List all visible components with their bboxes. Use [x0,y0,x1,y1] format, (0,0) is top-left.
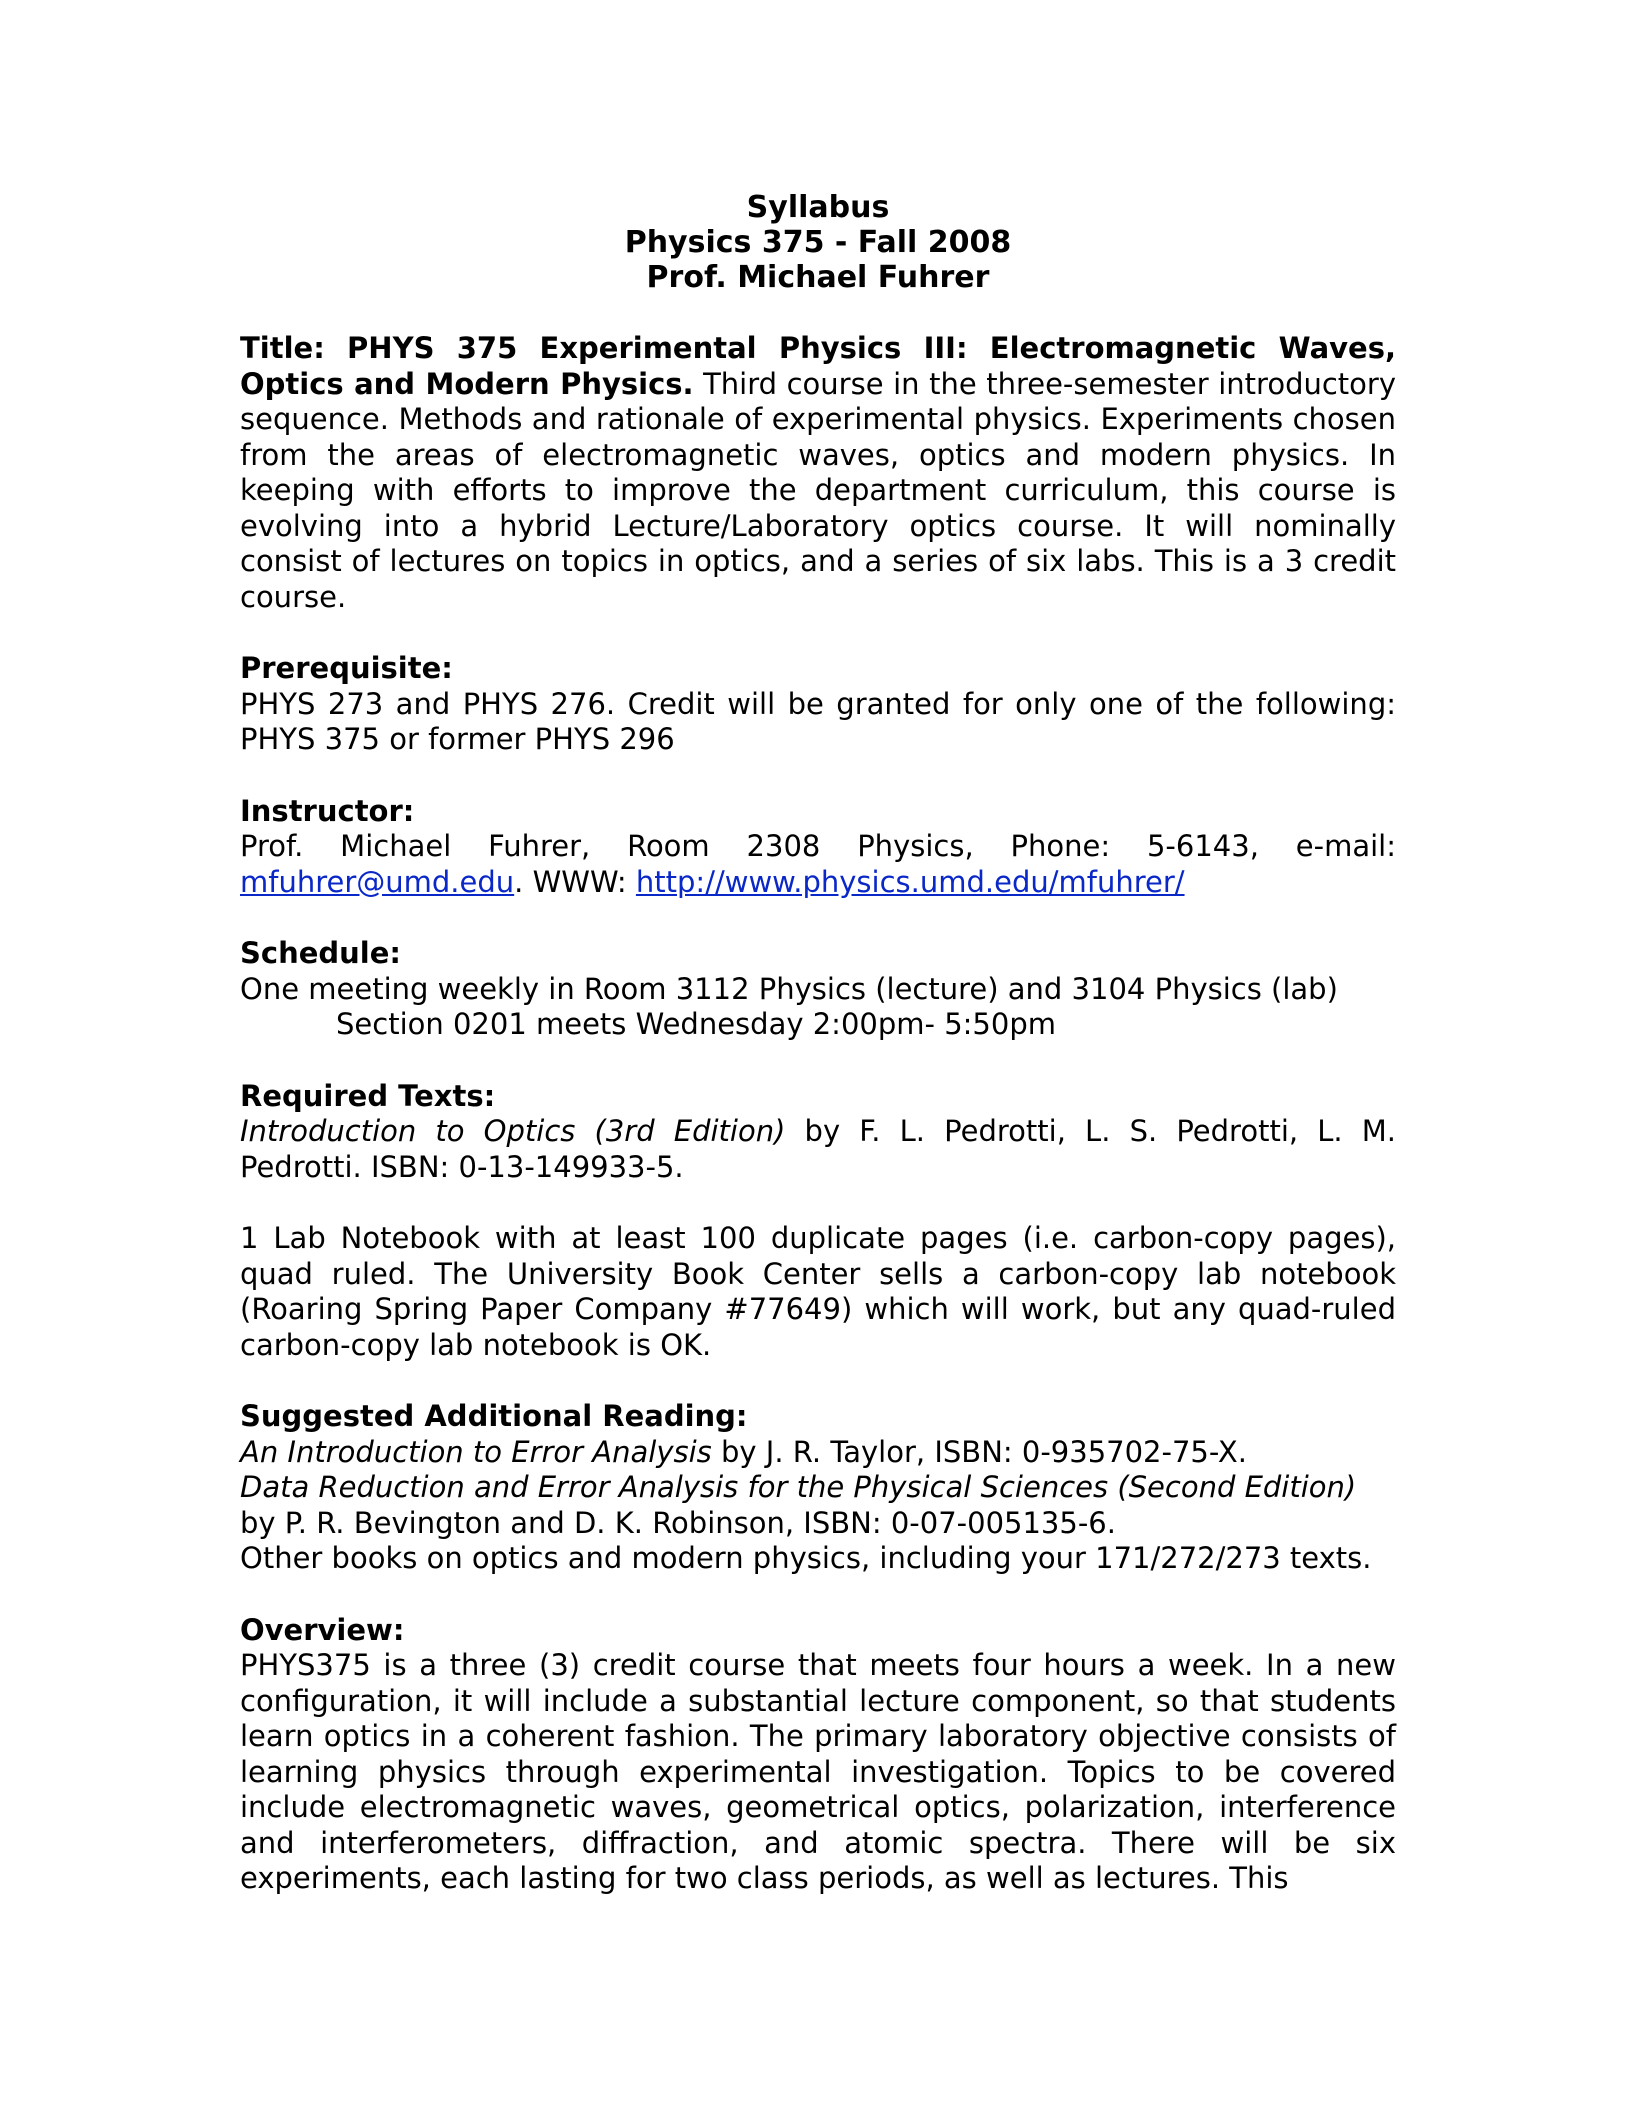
schedule-heading: Schedule: [240,936,402,970]
overview-heading: Overview: [240,1612,405,1647]
email-link[interactable]: mfuhrer@umd.edu [240,864,515,899]
document-header [240,190,1396,295]
header-course: Physics 375 - Fall 2008 [624,225,1012,260]
schedule-section-time: Section 0201 meets Wednesday 2:00pm- 5:50pm [336,1007,1056,1041]
header-title: Syllabus [746,190,890,225]
textbook-entry [240,1114,1396,1185]
schedule-line: One meeting weekly in Room 3112 Physics (lecture) and 3104 Physics (lab) [240,971,1338,1006]
textbook-title: Introduction to Optics (3rd Edition) [240,1114,786,1148]
reading-entry-bevington [240,1470,1396,1541]
instructor-section [240,794,1396,901]
reading-entry-taylor [240,1435,1396,1471]
prerequisite-text: PHYS 273 and PHYS 276. Credit will be granted for only one of the following: PHYS 375 or former PHYS 296 [240,686,1396,756]
reading-title-taylor: An Introduction to Error Analysis [240,1434,712,1469]
www-label: . WWW: [514,864,636,899]
course-title: Title: PHYS 375 Experimental Physics III: Electromagnetic Waves, Optics and Modern Physics. [240,331,1396,401]
reading-details-bevington: by P. R. Bevington and D. K. Robinson, ISBN: 0-07-005135-6. [240,1505,1116,1540]
prerequisite-section [240,651,1396,758]
course-description: Third course in the three-semester introductory sequence. Methods and rationale of experimental physics. Experiments chosen from the areas of electromagnetic waves, optics and modern physics. In keeping with efforts to improve the department curriculum, this course is evolving into a hybrid Lecture/Laboratory optics course. It will nominally consist of lectures on topics in optics, and a series of six labs. This is a 3 credit course. [240,366,1396,614]
syllabus-page [240,190,1396,1897]
instructor-details: Prof. Michael Fuhrer, Room 2308 Physics, Phone: 5-6143, e-mail: [240,829,1396,863]
header-professor: Prof. Michael Fuhrer [646,260,990,295]
textbook-details: by F. L. Pedrotti, L. S. Pedrotti, L. M. Pedrotti. ISBN: 0-13-149933-5. [240,1114,1396,1184]
instructor-heading: Instructor: [240,793,415,828]
reading-entry-other: Other books on optics and modern physics, including your 171/272/273 texts. [240,1541,1372,1575]
suggested-reading-heading: Suggested Additional Reading: [240,1399,748,1433]
reading-title-bevington: Data Reduction and Error Analysis for the Physical Sciences (Second Edition) [240,1470,1357,1504]
suggested-reading-section [240,1399,1396,1577]
reading-details-taylor: by J. R. Taylor, ISBN: 0-935702-75-X. [711,1434,1247,1469]
required-texts-heading: Required Texts: [240,1078,496,1113]
title-paragraph [240,331,1396,615]
instructor-text [240,829,1396,900]
overview-text: PHYS375 is a three (3) credit course that meets four hours a week. In a new configuration, it will include a substantial lecture component, so that students learn optics in a coherent fashion. The primary laboratory objective consists of learning physics through experimental investigation. Topics to be covered include electromagnetic waves, geometrical optics, polarization, interference and interferometers, diffraction, and atomic spectra. There will be six experiments, each lasting for two class periods, as well as lectures. This [240,1648,1396,1895]
schedule-section [240,936,1396,1043]
homepage-link[interactable]: http://www.physics.umd.edu/mfuhrer/ [635,864,1185,899]
lab-notebook-entry: 1 Lab Notebook with at least 100 duplicate pages (i.e. carbon-copy pages), quad ruled. The University Book Center sells a carbon-copy lab notebook (Roaring Spring Paper Company #77649) which will work, but any quad-ruled carbon-copy lab notebook is OK. [240,1221,1396,1362]
required-texts-section [240,1079,1396,1364]
prerequisite-heading: Prerequisite: [240,651,453,685]
overview-section [240,1613,1396,1897]
